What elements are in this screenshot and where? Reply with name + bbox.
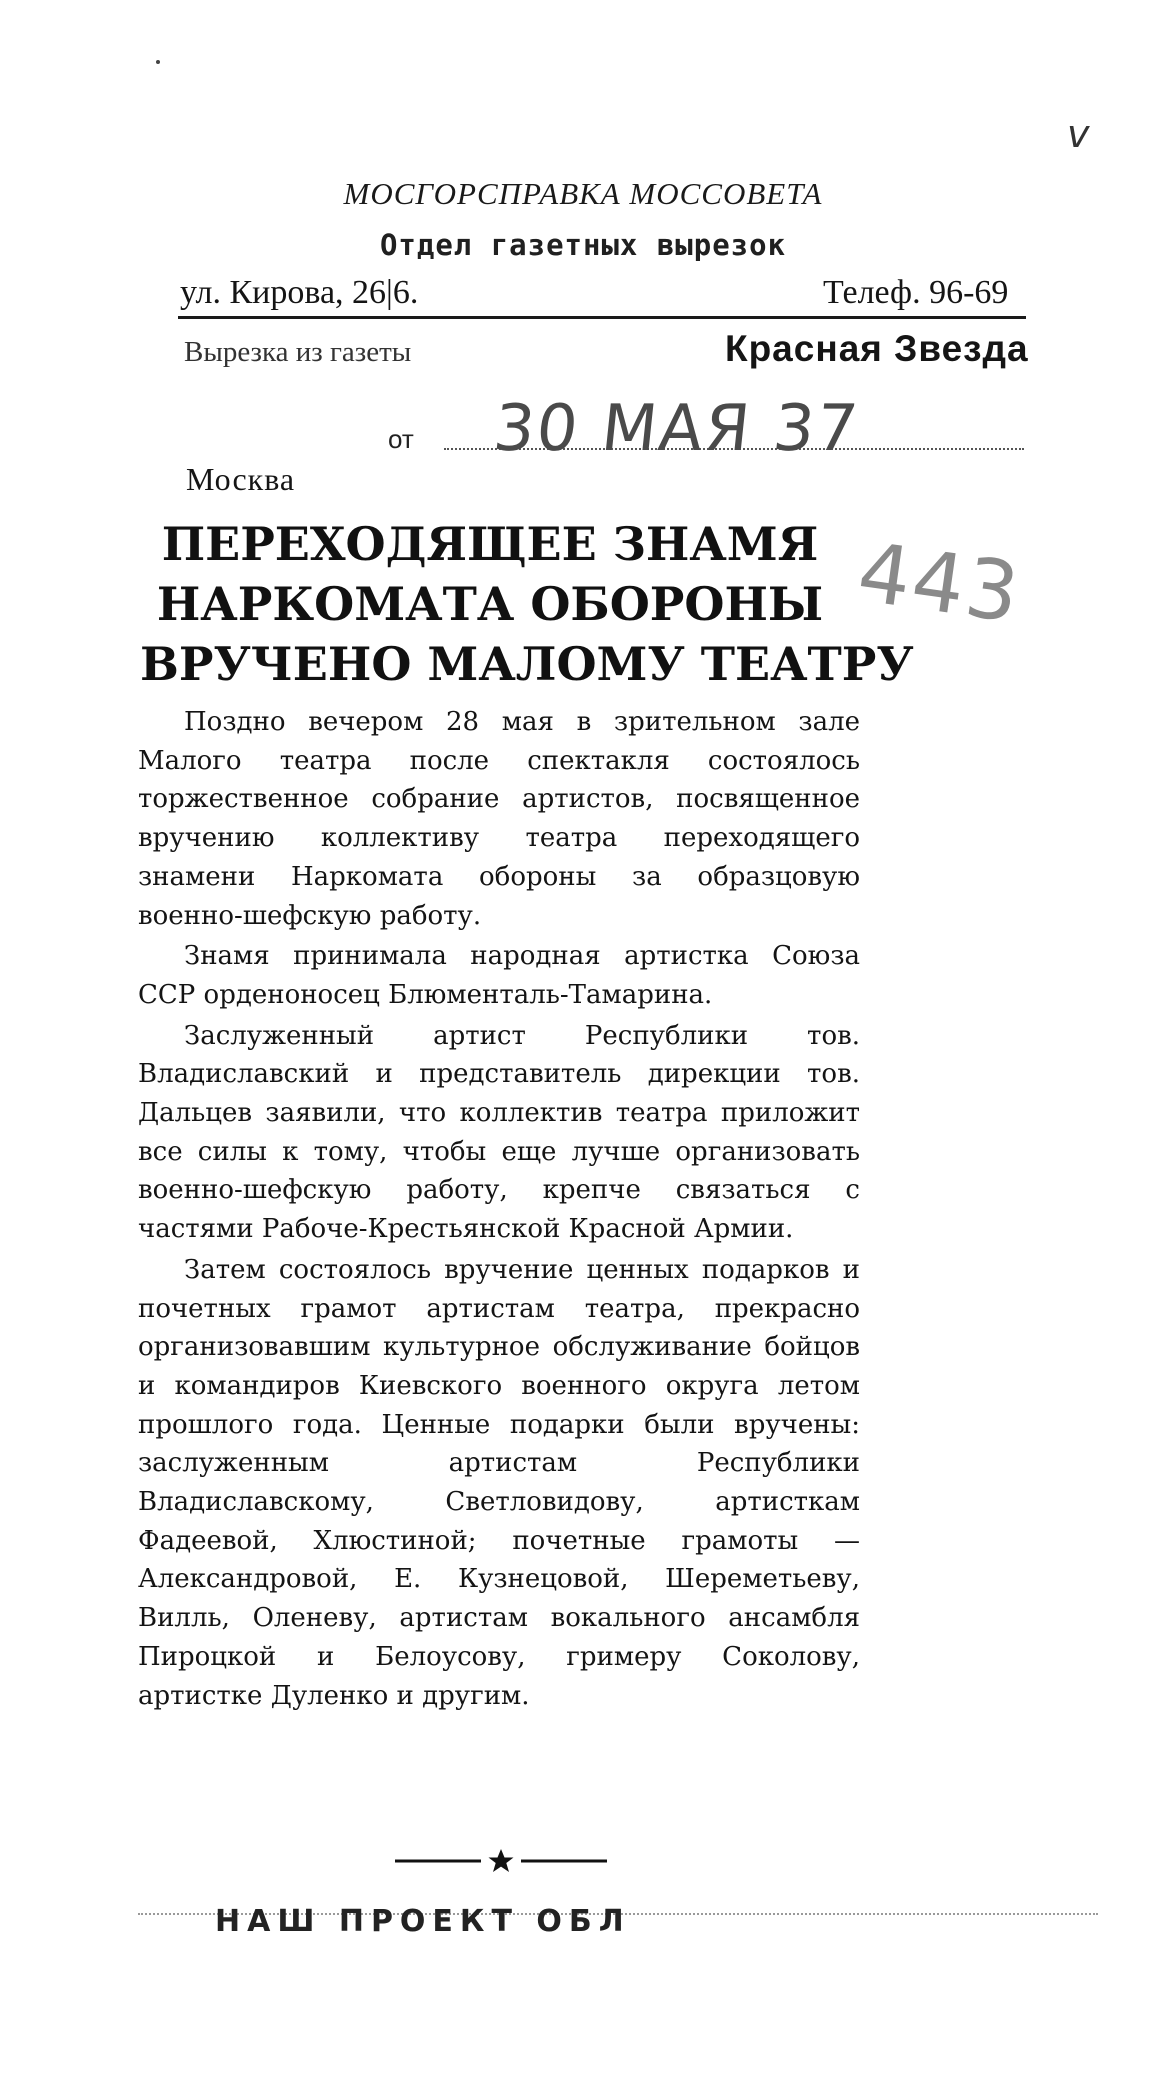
star-icon (489, 1849, 514, 1872)
handwritten-number: 443 (852, 525, 1027, 642)
corner-handwritten-mark: v (1067, 112, 1090, 156)
date-label: от (388, 424, 414, 454)
clipping-label: Вырезка из газеты (184, 336, 412, 368)
agency-name: МОСГОРСПРАВКА МОССОВЕТА (343, 176, 823, 211)
star-separator (395, 1848, 607, 1874)
header-rule (178, 316, 1026, 319)
next-article-fragment: НАШ ПРОЕКТ ОБЛ (215, 1904, 631, 1939)
newspaper-name: Красная Звезда (725, 328, 1029, 369)
dateline-city: Москва (186, 461, 296, 497)
date-stamp: 30 МАЯ 37 (490, 392, 863, 466)
headline-line: ВРУЧЕНО МАЛОМУ ТЕАТРУ (140, 637, 914, 691)
article-paragraph: Знамя принимала народная артистка Союза ССР орденоносец Блюменталь-Тамарина. (138, 941, 860, 1010)
article-paragraph: Затем состоялось вручение ценных подарков и почетных грамот артистам театра, прекрасно организовавшим культурное обслуживание бойцов и командиров Киевского военного округа летом прошлого года. Ценные подарки были вручены: заслуженным артистам Республики Владиславскому, Светловидову, артисткам Фадеевой, Хлюстиной; почетные грамоты — Александровой, Е. Кузнецовой, Шереметьеву, Вилль, Оленеву, артистам вокального ансамбля Пироцкой и Белоусову, гримеру Соколову, артистке Дуленко и другим. (138, 1254, 860, 1711)
address: ул. Кирова, 26|6. (180, 274, 419, 311)
article-paragraph: Поздно вечером 28 мая в зрительном зале Малого театра после спектакля состоялось торжественное собрание артистов, посвященное вручению коллективу театра переходящего знамени Наркомата обороны за образцовую военно-шефскую работу. (138, 707, 860, 931)
department-name: Отдел газетных вырезок (379, 228, 787, 262)
speck (156, 60, 160, 64)
headline-line: ПЕРЕХОДЯЩЕЕ ЗНАМЯ (161, 517, 819, 571)
article-body (138, 703, 860, 1715)
article-paragraph: Заслуженный артист Республики тов. Владиславский и представитель дирекции тов. Дальцев заявили, что коллектив театра приложит все силы к тому, чтобы еще лучше организовать военно-шефскую работу, крепче связаться с частями Рабоче-Крестьянской Красной Армии. (138, 1020, 860, 1245)
headline (140, 514, 914, 694)
phone: Телеф. 96-69 (823, 274, 1009, 311)
headline-line: НАРКОМАТА ОБОРОНЫ (156, 577, 824, 631)
